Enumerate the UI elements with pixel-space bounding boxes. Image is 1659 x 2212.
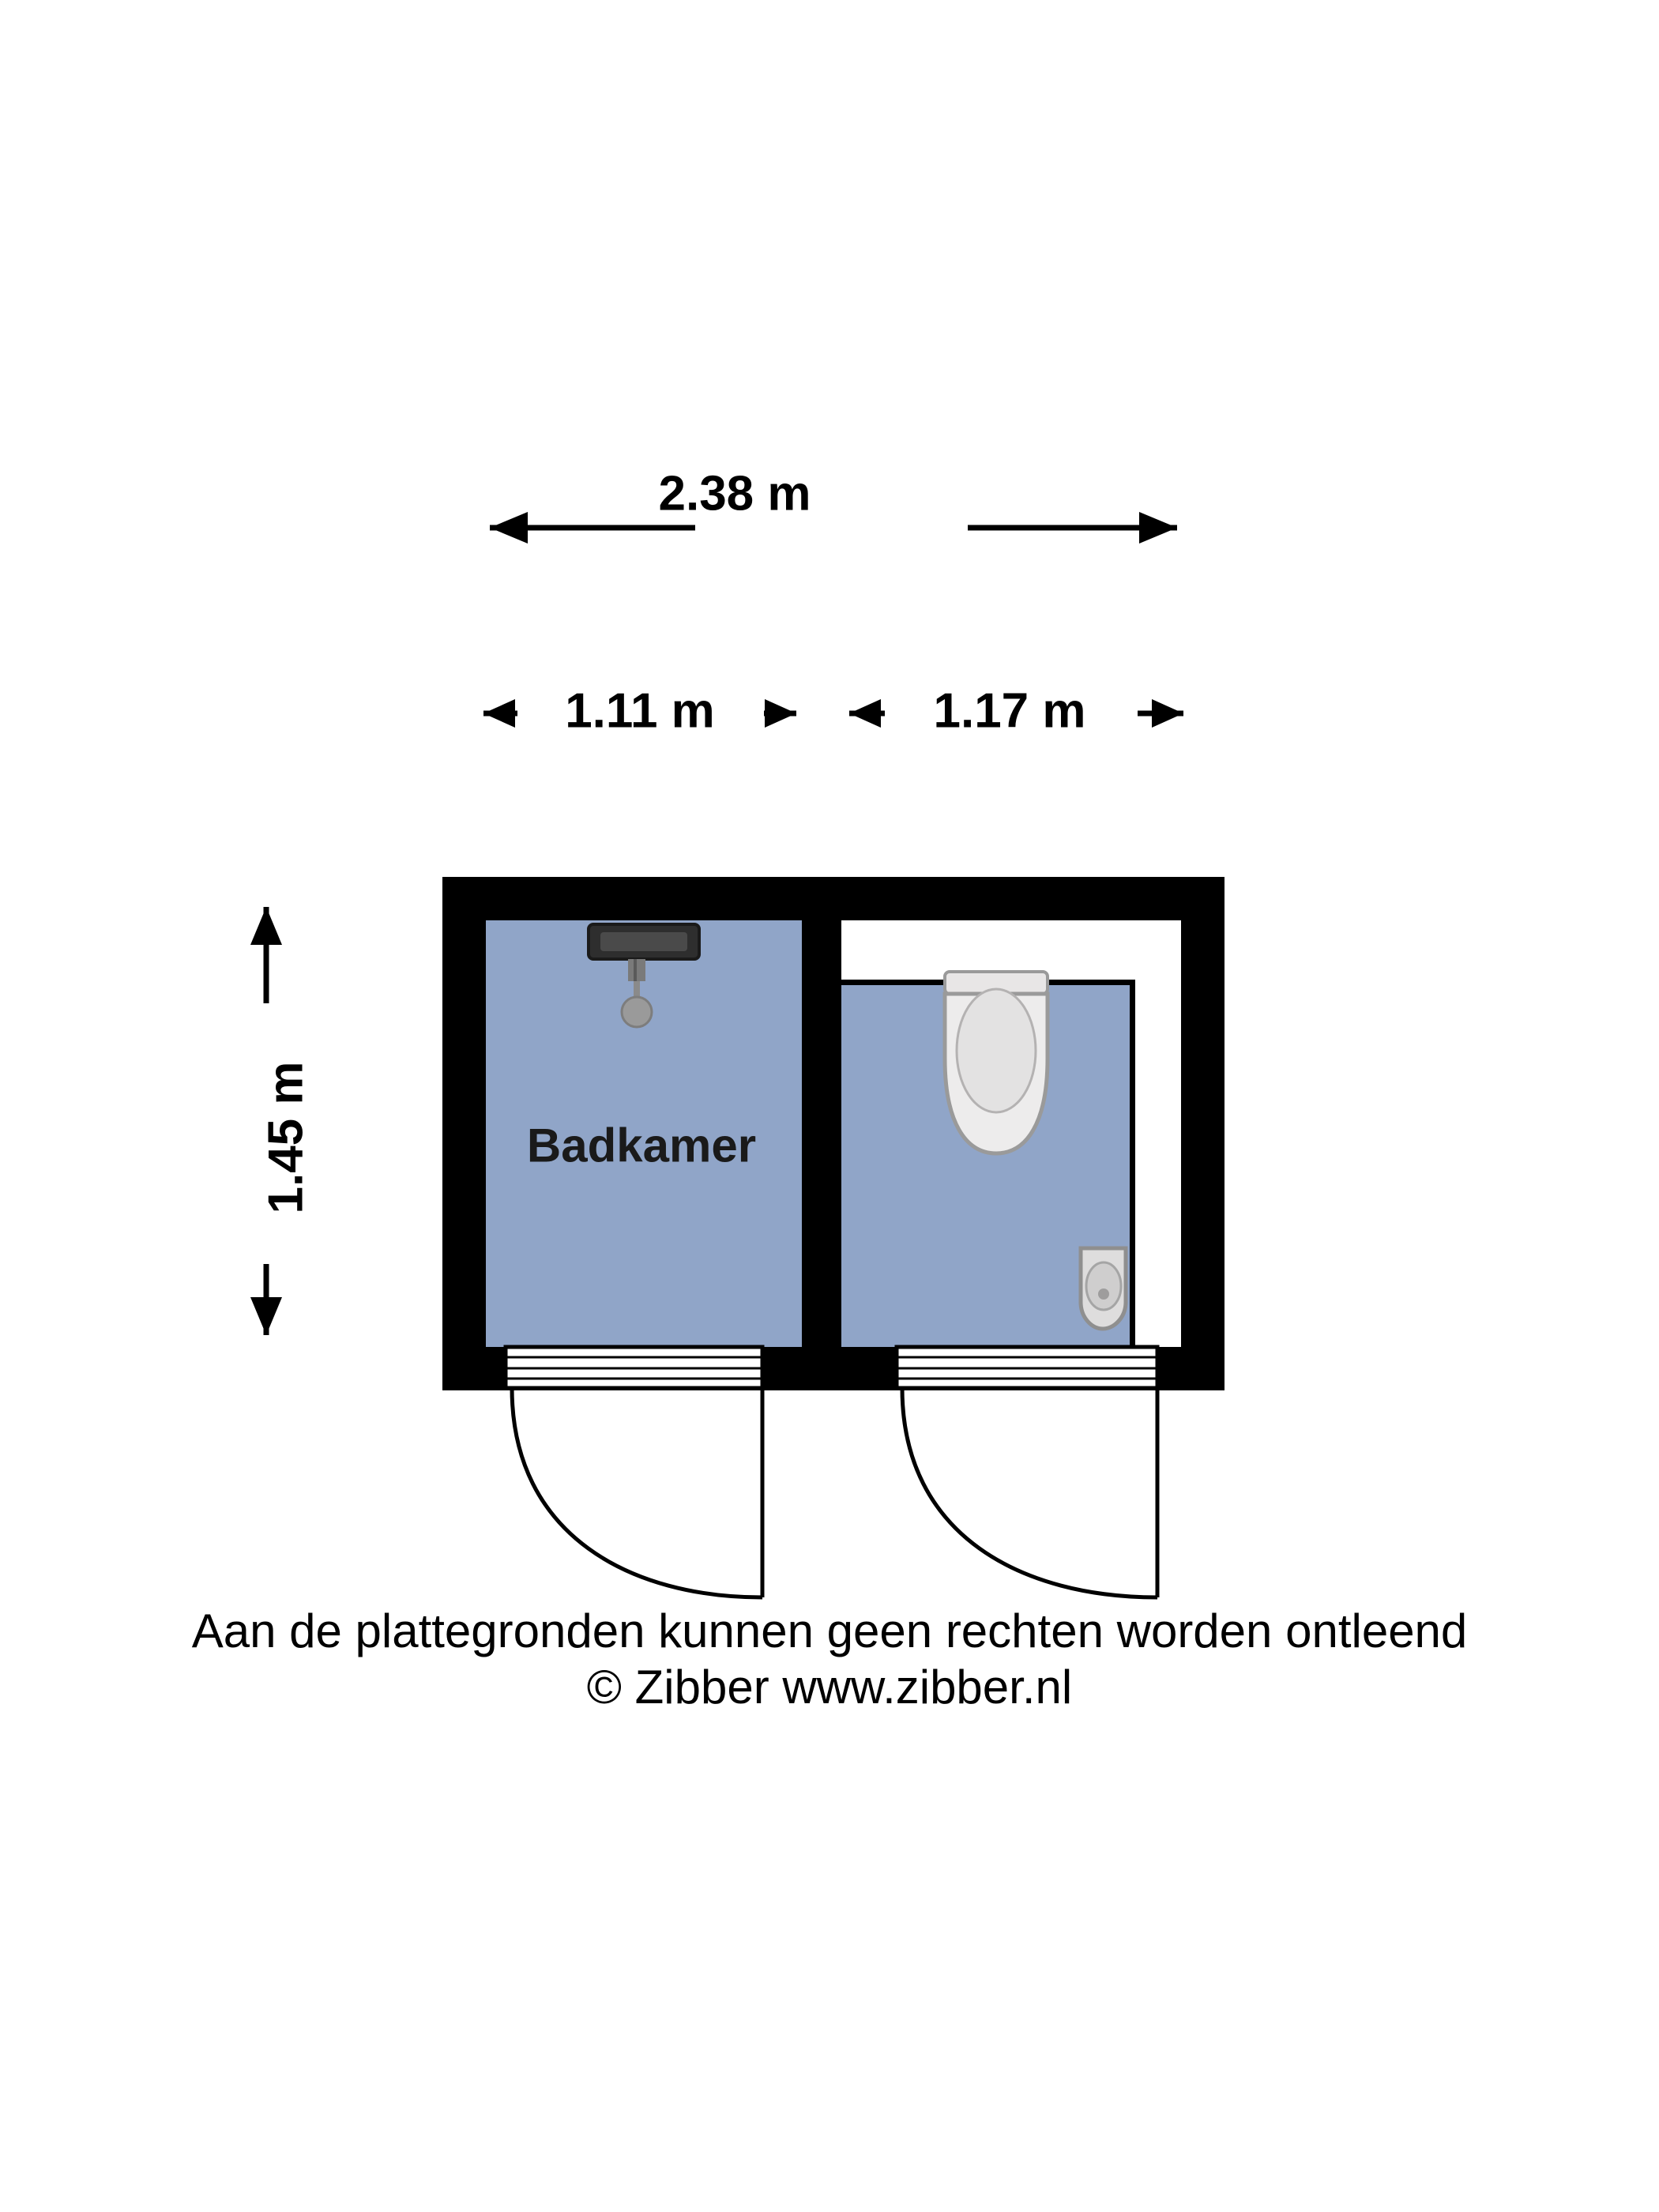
- door-badkamer: [506, 1347, 762, 1597]
- footer-text: [0, 1604, 1659, 1716]
- dimension-label-right-width: 1.17 m: [933, 683, 1086, 739]
- partition-wall: [802, 877, 841, 1390]
- disclaimer-line: Aan de plattegronden kunnen geen rechten worden ontleend: [191, 1604, 1468, 1657]
- dimension-total-width: [490, 498, 1177, 559]
- dimension-label-left-width: 1.11 m: [565, 683, 715, 739]
- dimension-label-height: 1.45 m: [258, 1061, 314, 1214]
- wall-sink-icon: [1081, 1248, 1126, 1329]
- toilet-icon: [945, 972, 1048, 1153]
- room-label-badkamer: Badkamer: [526, 1119, 757, 1172]
- dimension-label-total-width: 2.38 m: [658, 466, 811, 521]
- copyright-line: © Zibber www.zibber.nl: [586, 1660, 1073, 1714]
- door-toilet: [897, 1347, 1157, 1597]
